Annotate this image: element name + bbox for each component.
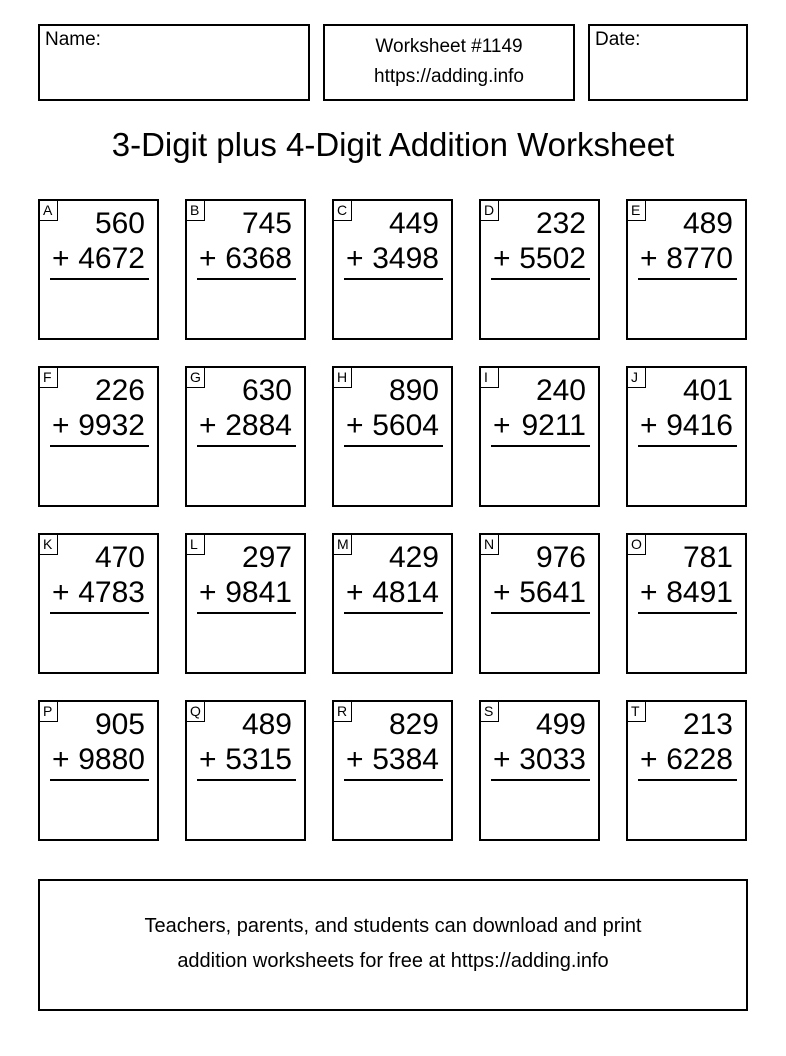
top-addend: 297 — [241, 541, 292, 574]
bottom-addend: 5502 — [519, 242, 586, 275]
plus-sign: + — [493, 242, 511, 275]
top-addend: 630 — [241, 374, 292, 407]
problem-label: C — [333, 200, 352, 221]
answer-line — [197, 409, 296, 447]
answer-line — [638, 409, 737, 447]
problem-label: L — [186, 534, 205, 555]
problem-label: B — [186, 200, 205, 221]
problem-a[interactable] — [38, 199, 159, 340]
top-addend: 226 — [94, 374, 145, 407]
answer-line — [491, 576, 590, 614]
answer-line — [638, 242, 737, 280]
top-addend: 781 — [682, 541, 733, 574]
problem-label: H — [333, 367, 352, 388]
problem-label: F — [39, 367, 58, 388]
problem-label: E — [627, 200, 646, 221]
bottom-addend: 8491 — [666, 576, 733, 609]
top-addend: 232 — [535, 207, 586, 240]
bottom-addend: 9211 — [521, 409, 586, 442]
bottom-addend: 9932 — [78, 409, 145, 442]
top-addend: 499 — [535, 708, 586, 741]
plus-sign: + — [493, 576, 511, 609]
problem-f[interactable] — [38, 366, 159, 507]
plus-sign: + — [346, 409, 364, 442]
plus-sign: + — [640, 576, 658, 609]
answer-line — [50, 576, 149, 614]
top-addend: 470 — [94, 541, 145, 574]
answer-line — [491, 743, 590, 781]
plus-sign: + — [640, 242, 658, 275]
bottom-addend: 9416 — [666, 409, 733, 442]
problem-r[interactable] — [332, 700, 453, 841]
top-addend: 240 — [535, 374, 586, 407]
problem-label: R — [333, 701, 352, 722]
problem-n[interactable] — [479, 533, 600, 674]
bottom-addend: 6368 — [225, 242, 292, 275]
top-addend: 560 — [94, 207, 145, 240]
plus-sign: + — [346, 743, 364, 776]
plus-sign: + — [199, 242, 217, 275]
problem-k[interactable] — [38, 533, 159, 674]
problem-label: Q — [186, 701, 205, 722]
problem-p[interactable] — [38, 700, 159, 841]
problem-g[interactable] — [185, 366, 306, 507]
top-addend: 213 — [682, 708, 733, 741]
top-addend: 745 — [241, 207, 292, 240]
top-addend: 829 — [388, 708, 439, 741]
plus-sign: + — [493, 409, 511, 442]
plus-sign: + — [52, 743, 70, 776]
problem-label: O — [627, 534, 646, 555]
bottom-addend: 5641 — [519, 576, 586, 609]
top-addend: 489 — [682, 207, 733, 240]
top-addend: 429 — [388, 541, 439, 574]
problem-label: I — [480, 367, 499, 388]
answer-line — [638, 743, 737, 781]
bottom-addend: 6228 — [666, 743, 733, 776]
answer-line — [50, 409, 149, 447]
answer-line — [344, 242, 443, 280]
plus-sign: + — [199, 743, 217, 776]
problem-label: M — [333, 534, 352, 555]
worksheet-number: Worksheet #1149 — [375, 36, 523, 57]
plus-sign: + — [346, 576, 364, 609]
problem-label: T — [627, 701, 646, 722]
bottom-addend: 4814 — [372, 576, 439, 609]
problem-label: S — [480, 701, 499, 722]
page-title: 3-Digit plus 4-Digit Addition Worksheet — [111, 126, 675, 163]
problem-label: D — [480, 200, 499, 221]
problem-i[interactable] — [479, 366, 600, 507]
name-field[interactable] — [38, 24, 310, 101]
plus-sign: + — [493, 743, 511, 776]
problem-c[interactable] — [332, 199, 453, 340]
problem-s[interactable] — [479, 700, 600, 841]
problem-label: G — [186, 367, 205, 388]
plus-sign: + — [640, 743, 658, 776]
footer-line-2: addition worksheets for free at https://adding.info — [177, 950, 609, 972]
bottom-addend: 8770 — [666, 242, 733, 275]
footer-box — [38, 879, 748, 1011]
problem-j[interactable] — [626, 366, 747, 507]
problem-l[interactable] — [185, 533, 306, 674]
top-addend: 401 — [682, 374, 733, 407]
bottom-addend: 5384 — [372, 743, 439, 776]
date-field[interactable] — [588, 24, 748, 101]
worksheet-url: https://adding.info — [374, 66, 524, 87]
problem-label: P — [39, 701, 58, 722]
plus-sign: + — [52, 242, 70, 275]
bottom-addend: 9841 — [225, 576, 292, 609]
worksheet-info-box — [323, 24, 575, 101]
problem-label: K — [39, 534, 58, 555]
problem-label: N — [480, 534, 499, 555]
bottom-addend: 3033 — [519, 743, 586, 776]
problem-label: J — [627, 367, 646, 388]
top-addend: 905 — [94, 708, 145, 741]
problem-b[interactable] — [185, 199, 306, 340]
answer-line — [638, 576, 737, 614]
top-addend: 890 — [388, 374, 439, 407]
problem-e[interactable] — [626, 199, 747, 340]
answer-line — [491, 242, 590, 280]
plus-sign: + — [640, 409, 658, 442]
answer-line — [50, 242, 149, 280]
top-addend: 489 — [241, 708, 292, 741]
bottom-addend: 4672 — [78, 242, 145, 275]
plus-sign: + — [199, 409, 217, 442]
footer-line-1: Teachers, parents, and students can download and print — [144, 915, 642, 937]
problem-label: A — [39, 200, 58, 221]
date-label: Date: — [595, 29, 641, 50]
answer-line — [197, 576, 296, 614]
problem-d[interactable] — [479, 199, 600, 340]
top-addend: 976 — [535, 541, 586, 574]
problem-q[interactable] — [185, 700, 306, 841]
answer-line — [491, 409, 590, 447]
top-addend: 449 — [388, 207, 439, 240]
name-label: Name: — [45, 29, 101, 50]
answer-line — [197, 242, 296, 280]
answer-line — [344, 409, 443, 447]
problem-m[interactable] — [332, 533, 453, 674]
plus-sign: + — [346, 242, 364, 275]
bottom-addend: 5604 — [372, 409, 439, 442]
bottom-addend: 5315 — [225, 743, 292, 776]
answer-line — [50, 743, 149, 781]
bottom-addend: 9880 — [78, 743, 145, 776]
bottom-addend: 2884 — [225, 409, 292, 442]
plus-sign: + — [199, 576, 217, 609]
problem-o[interactable] — [626, 533, 747, 674]
bottom-addend: 4783 — [78, 576, 145, 609]
bottom-addend: 3498 — [372, 242, 439, 275]
problem-h[interactable] — [332, 366, 453, 507]
answer-line — [344, 576, 443, 614]
answer-line — [344, 743, 443, 781]
plus-sign: + — [52, 409, 70, 442]
answer-line — [197, 743, 296, 781]
plus-sign: + — [52, 576, 70, 609]
problem-t[interactable] — [626, 700, 747, 841]
